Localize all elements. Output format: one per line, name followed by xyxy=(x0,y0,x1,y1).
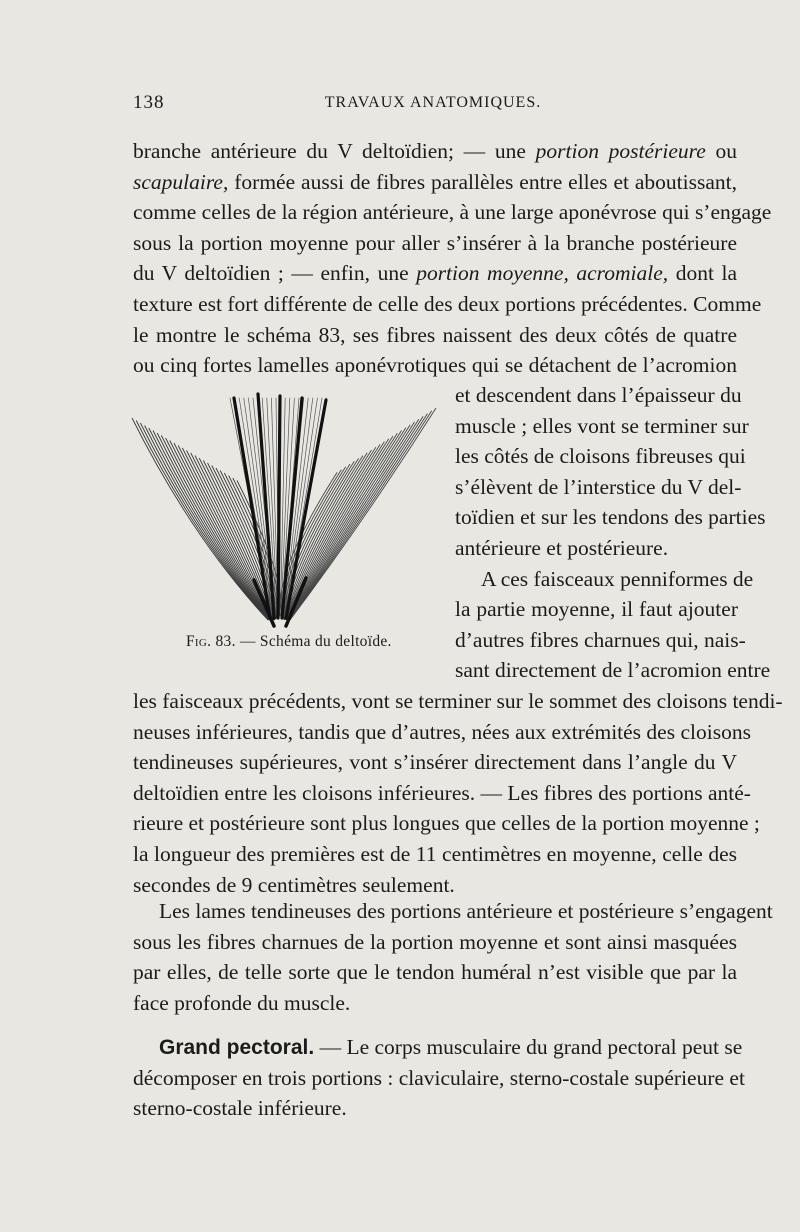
fiber-curve xyxy=(289,419,419,620)
text-line: d’autres fibres charnues qui, nais- xyxy=(455,627,746,652)
text-line: du V deltoïdien ; — enfin, une portion moyenne, acromiale, dont la xyxy=(133,261,738,286)
text-line: Grand pectoral. — Le corps musculaire du grand pectoral peut se xyxy=(159,1035,743,1059)
text-line: Les lames tendineuses des portions antérieure et postérieure s’engagent xyxy=(159,899,773,923)
text-line: sous la portion moyenne pour aller s’insérer à la branche postérieure xyxy=(133,230,737,255)
paragraph-1 xyxy=(133,136,772,381)
paragraph-4 xyxy=(133,1032,745,1124)
paragraph-2 xyxy=(133,686,783,900)
text-line: par elles, de telle sorte que le tendon huméral n’est visible que par la xyxy=(133,960,737,985)
fiber-curve xyxy=(289,422,415,620)
text-line: branche antérieure du V deltoïdien; — une portion postérieure ou xyxy=(133,139,737,163)
running-title: TRAVAUX ANATOMIQUES. xyxy=(324,94,542,111)
page-number: 138 xyxy=(133,92,165,113)
text-line: s’élèvent de l’interstice du V del- xyxy=(455,474,742,499)
fiber-curve xyxy=(289,425,411,620)
text-line: toïdien et sur les tendons des parties xyxy=(455,505,766,530)
text-line: A ces faisceaux penniformes de xyxy=(481,566,754,591)
text-line: et descendent dans l’épaisseur du xyxy=(455,383,742,407)
text-line: antérieure et postérieure. xyxy=(455,535,669,560)
text-line: scapulaire, formée aussi de fibres parallèles entre elles et aboutissant, xyxy=(133,169,737,194)
paragraph-3 xyxy=(133,896,773,1018)
text-line: tendineuses supérieures, vont s’insérer directement dans l’angle du V xyxy=(133,750,737,775)
deltoid-schema-figure xyxy=(130,380,448,640)
text-line: deltoïdien entre les cloisons inférieures. — Les fibres des portions anté- xyxy=(133,780,751,805)
text-line: le montre le schéma 83, ses fibres naissent des deux côtés de quatre xyxy=(133,322,737,347)
text-line: comme celles de la région antérieure, à une large aponévrose qui s’engage xyxy=(133,200,772,225)
text-line: rieure et postérieure sont plus longues que celles de la portion moyenne ; xyxy=(133,811,760,836)
deltoid-illustration xyxy=(130,380,448,640)
text-line: la longueur des premières est de 11 centimètres en moyenne, celle des xyxy=(133,841,737,866)
text-line: les faisceaux précédents, vont se terminer sur le sommet des cloisons tendi- xyxy=(133,689,783,713)
text-line: la partie moyenne, il faut ajouter xyxy=(455,597,738,622)
text-line: sant directement de l’acromion entre xyxy=(455,658,771,683)
text-line: sterno-costale inférieure. xyxy=(133,1096,347,1121)
text-line: décomposer en trois portions : claviculaire, sterno-costale supérieure et xyxy=(133,1065,745,1090)
fiber-line xyxy=(278,396,280,618)
text-line: texture est fort différente de celle des deux portions précédentes. Comme xyxy=(133,291,762,316)
text-line: muscle ; elles vont se terminer sur xyxy=(455,413,749,438)
text-line: les côtés de cloisons fibreuses qui xyxy=(455,444,746,469)
text-line: face profonde du muscle. xyxy=(133,990,351,1015)
text-line: secondes de 9 centimètres seulement. xyxy=(133,872,455,897)
page-header xyxy=(133,92,733,122)
section-heading: Grand pectoral. xyxy=(159,1036,315,1059)
text-line: ou cinq fortes lamelles aponévrotiques qui se détachent de l’acromion xyxy=(133,353,737,378)
text-line: sous les fibres charnues de la portion moyenne et sont ainsi masquées xyxy=(133,929,737,954)
figure-caption-label: Fig. 83. xyxy=(186,633,236,650)
wrapped-text xyxy=(455,380,771,686)
figure-caption-text: — Schéma du deltoïde. xyxy=(235,633,392,650)
text-line: neuses inférieures, tandis que d’autres, nées aux extrémités des cloisons xyxy=(133,719,751,744)
figure-caption xyxy=(186,633,392,651)
